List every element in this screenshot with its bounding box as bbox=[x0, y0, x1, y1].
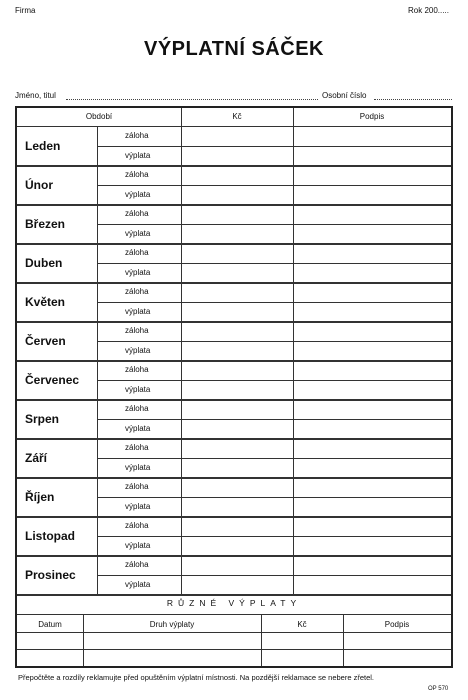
month-label: Duben bbox=[25, 256, 63, 270]
advance-label: záloha bbox=[125, 443, 149, 452]
advance-label: záloha bbox=[125, 365, 149, 374]
salary-label: výplata bbox=[125, 345, 151, 355]
advance-label: záloha bbox=[125, 326, 149, 335]
salary-label: výplata bbox=[125, 267, 151, 277]
advance-label: záloha bbox=[125, 170, 149, 179]
name-field[interactable] bbox=[66, 99, 318, 100]
sub-row-divider bbox=[97, 263, 451, 264]
payroll-table bbox=[15, 106, 453, 668]
salary-label: výplata bbox=[125, 150, 151, 160]
month-divider bbox=[17, 321, 451, 323]
month-divider bbox=[17, 555, 451, 557]
name-label: Jméno, titul bbox=[15, 91, 56, 100]
salary-label: výplata bbox=[125, 579, 151, 589]
column-header-date: Datum bbox=[38, 620, 62, 629]
column-header-amount: Kč bbox=[232, 112, 242, 121]
salary-label: výplata bbox=[125, 501, 151, 511]
advance-label: záloha bbox=[125, 248, 149, 257]
column-header-period: Období bbox=[85, 112, 113, 121]
sub-row-divider bbox=[97, 224, 451, 225]
company-label: Firma bbox=[15, 6, 36, 15]
sub-row-divider bbox=[97, 380, 451, 381]
column-divider bbox=[293, 108, 294, 594]
sub-row-divider bbox=[97, 536, 451, 537]
salary-label: výplata bbox=[125, 423, 151, 433]
month-label: Srpen bbox=[25, 412, 60, 426]
salary-label: výplata bbox=[125, 306, 151, 316]
advance-label: záloha bbox=[125, 560, 149, 569]
sub-row-divider bbox=[97, 146, 451, 147]
advance-label: záloha bbox=[125, 131, 149, 140]
column-divider bbox=[97, 126, 98, 594]
month-divider bbox=[17, 165, 451, 167]
section-title-other-payments: RŮZNÉ VÝPLATY bbox=[166, 598, 302, 608]
column-header-signature: Podpis bbox=[359, 112, 385, 121]
sub-row-divider bbox=[97, 497, 451, 498]
advance-label: záloha bbox=[125, 209, 149, 218]
column-header-signature-2: Podpis bbox=[384, 620, 410, 629]
advance-label: záloha bbox=[125, 287, 149, 296]
month-divider bbox=[17, 399, 451, 401]
month-divider bbox=[17, 204, 451, 206]
month-label: Leden bbox=[25, 139, 61, 153]
salary-label: výplata bbox=[125, 228, 151, 238]
advance-label: záloha bbox=[125, 521, 149, 530]
advance-label: záloha bbox=[125, 404, 149, 413]
salary-label: výplata bbox=[125, 462, 151, 472]
column-divider bbox=[181, 108, 182, 594]
column-header-amount-2: Kč bbox=[297, 620, 307, 629]
footer-note: Přepočtěte a rozdíly reklamujte před opuštěním výplatní místnosti. Na pozdější reklamace se nebere zřetel. bbox=[18, 673, 375, 682]
month-divider bbox=[17, 243, 451, 245]
personal-number-field[interactable] bbox=[374, 99, 452, 100]
personal-number-label: Osobní číslo bbox=[322, 91, 367, 100]
form-code: OP 570 bbox=[428, 686, 449, 692]
month-label: Listopad bbox=[25, 529, 75, 543]
month-divider bbox=[17, 438, 451, 440]
month-label: Prosinec bbox=[25, 568, 76, 582]
month-label: Září bbox=[25, 451, 48, 465]
table-end-divider bbox=[17, 594, 451, 596]
sub-row-divider bbox=[97, 302, 451, 303]
month-divider bbox=[17, 477, 451, 479]
page-title: VÝPLATNÍ SÁČEK bbox=[144, 38, 324, 60]
month-label: Říjen bbox=[25, 490, 55, 504]
month-divider bbox=[17, 516, 451, 518]
sub-row-divider bbox=[97, 185, 451, 186]
salary-label: výplata bbox=[125, 189, 151, 199]
advance-label: záloha bbox=[125, 482, 149, 491]
month-label: Červenec bbox=[25, 373, 80, 387]
salary-label: výplata bbox=[125, 540, 151, 550]
salary-label: výplata bbox=[125, 384, 151, 394]
header-divider bbox=[17, 126, 451, 127]
sub-row-divider bbox=[97, 341, 451, 342]
month-divider bbox=[17, 282, 451, 284]
column-header-payment-type: Druh výplaty bbox=[149, 620, 195, 629]
sub-row-divider bbox=[97, 575, 451, 576]
sub-row-divider bbox=[97, 458, 451, 459]
year-label: Rok 200..... bbox=[408, 6, 449, 15]
month-label: Červen bbox=[25, 334, 66, 348]
month-label: Únor bbox=[25, 178, 53, 192]
month-label: Březen bbox=[25, 217, 66, 231]
month-divider bbox=[17, 360, 451, 362]
month-label: Květen bbox=[25, 295, 66, 309]
sub-row-divider bbox=[97, 419, 451, 420]
